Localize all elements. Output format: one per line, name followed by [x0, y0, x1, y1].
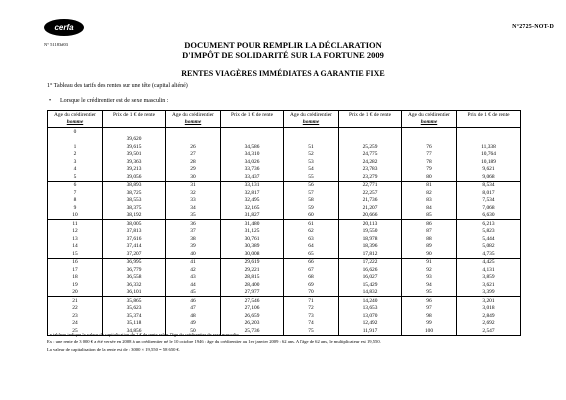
- age-cell: 67: [284, 266, 339, 274]
- age-cell: 61: [284, 220, 339, 228]
- age-cell: 44: [166, 281, 221, 289]
- table-row: [48, 250, 521, 258]
- rate-cell: 35,623: [103, 305, 166, 313]
- rate-cell: 37,813: [103, 228, 166, 236]
- rate-cell: 13,070: [339, 312, 402, 320]
- age-cell: 38: [166, 235, 221, 243]
- rate-cell: 36,995: [103, 258, 166, 266]
- rate-cell: 39,501: [103, 151, 166, 159]
- age-cell: 55: [284, 173, 339, 181]
- age-cell: 85: [402, 212, 457, 220]
- rate-cell: 34,026: [221, 158, 284, 166]
- rate-cell: 7,068: [457, 204, 521, 212]
- document-title: [0, 40, 566, 60]
- age-cell: 4: [48, 166, 103, 174]
- table-row: [48, 305, 521, 313]
- bullet-text: Lorsque le crédirentier est de sexe masculin :: [60, 98, 169, 104]
- age-cell: 41: [166, 258, 221, 266]
- rate-cell: 35,374: [103, 312, 166, 320]
- rate-cell: 39,213: [103, 166, 166, 174]
- rate-cell: 39,620: [103, 136, 166, 144]
- table-row: [48, 312, 521, 320]
- age-cell: 12: [48, 228, 103, 236]
- table-row: [48, 212, 521, 220]
- table-row: [48, 243, 521, 251]
- rate-cell: 27,106: [221, 305, 284, 313]
- rate-cell: 37,616: [103, 235, 166, 243]
- rate-cell: 32,495: [221, 197, 284, 205]
- rate-cell: 39,615: [103, 143, 166, 151]
- age-cell: 60: [284, 212, 339, 220]
- age-cell: 69: [284, 281, 339, 289]
- table-row: [48, 173, 521, 181]
- rate-cell: 9,621: [457, 166, 521, 174]
- rate-cell: 39,363: [103, 158, 166, 166]
- rate-cell: 19,550: [339, 228, 402, 236]
- rate-cell: 18,978: [339, 235, 402, 243]
- age-cell: 81: [402, 181, 457, 189]
- document-subtitle: RENTES VIAGÈRES IMMÉDIATES A GARANTIE FIXE: [181, 69, 385, 78]
- rate-cell: 5,444: [457, 235, 521, 243]
- age-cell: 25: [48, 327, 103, 335]
- rate-cell: 38,893: [103, 181, 166, 189]
- age-cell: 66: [284, 258, 339, 266]
- rate-cell: 30,389: [221, 243, 284, 251]
- age-cell: 77: [402, 151, 457, 159]
- table-row: [48, 151, 521, 159]
- age-cell: 30: [166, 173, 221, 181]
- rate-cell: 23,783: [339, 166, 402, 174]
- rate-cell: 8,534: [457, 181, 521, 189]
- rate-cell: 24,775: [339, 151, 402, 159]
- rate-cell: 33,437: [221, 173, 284, 181]
- age-cell: [166, 136, 221, 144]
- age-cell: 34: [166, 204, 221, 212]
- note-line-2: Ex : une rente de 3 000 € a été versée en 2008 à un crédirentier né le 10 octobre 1946 : âge du crédirentier au 1er janvier 2009 : 62 ans. A l'âge de 62 ans, le multiplicateur est 19,550.: [47, 339, 381, 345]
- rate-cell: 21,736: [339, 197, 402, 205]
- rate-cell: 17,222: [339, 258, 402, 266]
- rate-cell: 4,735: [457, 250, 521, 258]
- age-cell: 64: [284, 243, 339, 251]
- rate-cell: 33,736: [221, 166, 284, 174]
- age-cell: 24: [48, 320, 103, 328]
- col-header-rate: Prix de 1 € de rente: [103, 111, 166, 128]
- rate-cell: 34,586: [221, 143, 284, 151]
- rate-cell: 21,207: [339, 204, 402, 212]
- table-row: [48, 158, 521, 166]
- rate-cell: 39,056: [103, 173, 166, 181]
- age-cell: 87: [402, 228, 457, 236]
- rate-cell: 38,725: [103, 189, 166, 197]
- bullet-icon: •: [49, 98, 52, 104]
- age-cell: 5: [48, 173, 103, 181]
- table-row: [48, 204, 521, 212]
- rate-cell: 4,425: [457, 258, 521, 266]
- table-row: [48, 166, 521, 174]
- rate-cell: 26,203: [221, 320, 284, 328]
- rate-cell: 31,125: [221, 228, 284, 236]
- age-cell: 32: [166, 189, 221, 197]
- table-row: [48, 228, 521, 236]
- title-line-2: D'IMPÔT DE SOLIDARITÉ SUR LA FORTUNE 2009: [182, 50, 384, 60]
- age-cell: 97: [402, 305, 457, 313]
- age-cell: [284, 136, 339, 144]
- age-cell: 23: [48, 312, 103, 320]
- age-cell: 73: [284, 312, 339, 320]
- rate-cell: 28,400: [221, 281, 284, 289]
- table-body: [48, 128, 521, 336]
- age-cell: 98: [402, 312, 457, 320]
- table-row: [48, 274, 521, 282]
- age-cell: [402, 136, 457, 144]
- rate-cell: 3,399: [457, 289, 521, 297]
- age-cell: 70: [284, 289, 339, 297]
- rates-table: [47, 110, 521, 336]
- age-cell: 19: [48, 281, 103, 289]
- rate-cell: 8,017: [457, 189, 521, 197]
- rate-cell: 9,068: [457, 173, 521, 181]
- age-cell: 57: [284, 189, 339, 197]
- table-row: [48, 320, 521, 328]
- age-cell: 58: [284, 197, 339, 205]
- rate-cell: 36,101: [103, 289, 166, 297]
- age-cell: 96: [402, 297, 457, 305]
- age-cell: 26: [166, 143, 221, 151]
- age-cell: 92: [402, 266, 457, 274]
- age-cell: 71: [284, 297, 339, 305]
- rate-cell: 16,027: [339, 274, 402, 282]
- age-cell: 62: [284, 228, 339, 236]
- col-header-age: Age du crédirentier homme: [48, 111, 103, 128]
- rate-cell: 2,849: [457, 312, 521, 320]
- rate-cell: 36,332: [103, 281, 166, 289]
- rate-cell: 25,259: [339, 143, 402, 151]
- age-cell: 48: [166, 312, 221, 320]
- table-row: [48, 258, 521, 266]
- age-cell: 11: [48, 220, 103, 228]
- rate-cell: 38,553: [103, 197, 166, 205]
- age-cell: 31: [166, 181, 221, 189]
- cerfa-logo: [44, 19, 84, 36]
- rate-cell: 36,558: [103, 274, 166, 282]
- age-cell: 1: [48, 143, 103, 151]
- age-cell: 83: [402, 197, 457, 205]
- rate-cell: [221, 128, 284, 136]
- rate-cell: 28,815: [221, 274, 284, 282]
- cerfa-logo-text: cerfa: [54, 22, 74, 32]
- age-cell: 45: [166, 289, 221, 297]
- table-row: [48, 281, 521, 289]
- rate-cell: 35,865: [103, 297, 166, 305]
- rate-cell: 15,429: [339, 281, 402, 289]
- table-row: [48, 197, 521, 205]
- rate-cell: 3,859: [457, 274, 521, 282]
- rate-cell: 2,692: [457, 320, 521, 328]
- rate-cell: 27,546: [221, 297, 284, 305]
- rate-cell: 34,856: [103, 327, 166, 335]
- rate-cell: 14,240: [339, 297, 402, 305]
- rate-cell: 14,832: [339, 289, 402, 297]
- table-row: [48, 136, 521, 144]
- rate-cell: [457, 128, 521, 136]
- age-cell: 89: [402, 243, 457, 251]
- rate-cell: 3,621: [457, 281, 521, 289]
- age-cell: 8: [48, 197, 103, 205]
- rate-cell: 2,547: [457, 327, 521, 335]
- rate-cell: 12,492: [339, 320, 402, 328]
- age-cell: 39: [166, 243, 221, 251]
- age-cell: 63: [284, 235, 339, 243]
- table-row: [48, 128, 521, 136]
- age-cell: 82: [402, 189, 457, 197]
- age-cell: 46: [166, 297, 221, 305]
- age-cell: 20: [48, 289, 103, 297]
- col-header-rate: Prix de 1 € de rente: [221, 111, 284, 128]
- rate-cell: 32,165: [221, 204, 284, 212]
- rate-cell: 20,113: [339, 220, 402, 228]
- title-line-1: DOCUMENT POUR REMPLIR LA DÉCLARATION: [184, 40, 382, 50]
- age-cell: 2: [48, 151, 103, 159]
- age-cell: 78: [402, 158, 457, 166]
- table-header-row: [48, 111, 521, 128]
- rate-cell: 32,817: [221, 189, 284, 197]
- rate-cell: 22,257: [339, 189, 402, 197]
- rate-cell: 7,534: [457, 197, 521, 205]
- age-cell: [284, 128, 339, 136]
- rate-cell: 38,005: [103, 220, 166, 228]
- table-row: [48, 289, 521, 297]
- table-row: [48, 181, 521, 189]
- rate-cell: 20,666: [339, 212, 402, 220]
- age-cell: 90: [402, 250, 457, 258]
- age-cell: [166, 128, 221, 136]
- note-line-1: Le tableau indique la valeur de capitalisation de 1 € de rente selon l'âge du crédirentier de sexe masculin.: [47, 332, 240, 337]
- rate-cell: 6,630: [457, 212, 521, 220]
- rate-cell: 30,761: [221, 235, 284, 243]
- col-header-age: Age du crédirentier homme: [284, 111, 339, 128]
- age-cell: 6: [48, 181, 103, 189]
- col-header-rate: Prix de 1 € de rente: [339, 111, 402, 128]
- note-line-3: La valeur de capitalisation de la rente est de : 3000 × 19,550 = 58 650 €.: [47, 346, 181, 352]
- rate-cell: 10,764: [457, 151, 521, 159]
- age-cell: [402, 128, 457, 136]
- table-row: [48, 235, 521, 243]
- rate-cell: 17,812: [339, 250, 402, 258]
- rate-cell: 38,375: [103, 204, 166, 212]
- rate-cell: [457, 136, 521, 144]
- age-cell: 72: [284, 305, 339, 313]
- age-cell: 35: [166, 212, 221, 220]
- rate-cell: 30,008: [221, 250, 284, 258]
- rate-cell: 29,221: [221, 266, 284, 274]
- age-cell: 7: [48, 189, 103, 197]
- rate-cell: 38,192: [103, 212, 166, 220]
- rate-cell: 5,823: [457, 228, 521, 236]
- rate-cell: [339, 136, 402, 144]
- table-row: [48, 143, 521, 151]
- rate-cell: 16,626: [339, 266, 402, 274]
- section-title: 1° Tableau des tarifs des rentes sur une tête (capital aliéné): [47, 83, 188, 89]
- rate-cell: 25,736: [221, 327, 284, 335]
- age-cell: 37: [166, 228, 221, 236]
- col-header-rate: Prix de 1 € de rente: [457, 111, 521, 128]
- age-cell: 0: [48, 128, 103, 136]
- age-cell: 86: [402, 220, 457, 228]
- age-cell: 17: [48, 266, 103, 274]
- rate-cell: 3,018: [457, 305, 521, 313]
- age-cell: 28: [166, 158, 221, 166]
- table-row: [48, 220, 521, 228]
- age-cell: 14: [48, 243, 103, 251]
- notes: [47, 331, 547, 353]
- rate-cell: 26,659: [221, 312, 284, 320]
- rate-cell: [103, 128, 166, 136]
- table-row: [48, 266, 521, 274]
- age-cell: 13: [48, 235, 103, 243]
- age-cell: 36: [166, 220, 221, 228]
- cerfa-number: N° 51183#03: [44, 42, 69, 47]
- rate-cell: [221, 136, 284, 144]
- rate-cell: 31,827: [221, 212, 284, 220]
- rate-cell: 3,201: [457, 297, 521, 305]
- age-cell: 33: [166, 197, 221, 205]
- age-cell: 93: [402, 274, 457, 282]
- rate-cell: 22,771: [339, 181, 402, 189]
- table-row: [48, 189, 521, 197]
- age-cell: 56: [284, 181, 339, 189]
- age-cell: 10: [48, 212, 103, 220]
- age-cell: 68: [284, 274, 339, 282]
- age-cell: [48, 136, 103, 144]
- form-number: N°2725-NOT-D: [512, 24, 554, 30]
- rate-cell: 11,338: [457, 143, 521, 151]
- age-cell: 9: [48, 204, 103, 212]
- rate-cell: 34,310: [221, 151, 284, 159]
- age-cell: 84: [402, 204, 457, 212]
- age-cell: 95: [402, 289, 457, 297]
- rate-cell: 37,414: [103, 243, 166, 251]
- age-cell: 3: [48, 158, 103, 166]
- rate-cell: 36,779: [103, 266, 166, 274]
- age-cell: 47: [166, 305, 221, 313]
- age-cell: 65: [284, 250, 339, 258]
- age-cell: 18: [48, 274, 103, 282]
- col-header-age: Age du crédirentier homme: [166, 111, 221, 128]
- age-cell: 59: [284, 204, 339, 212]
- rate-cell: 31,480: [221, 220, 284, 228]
- rate-cell: 11,917: [339, 327, 402, 335]
- age-cell: 54: [284, 166, 339, 174]
- age-cell: 16: [48, 258, 103, 266]
- age-cell: 43: [166, 274, 221, 282]
- age-cell: 74: [284, 320, 339, 328]
- age-cell: 88: [402, 235, 457, 243]
- age-cell: 75: [284, 327, 339, 335]
- age-cell: 76: [402, 143, 457, 151]
- rate-cell: 33,131: [221, 181, 284, 189]
- age-cell: 100: [402, 327, 457, 335]
- age-cell: 99: [402, 320, 457, 328]
- table-row: [48, 297, 521, 305]
- rate-cell: 13,653: [339, 305, 402, 313]
- rate-cell: 37,207: [103, 250, 166, 258]
- age-cell: 21: [48, 297, 103, 305]
- age-cell: 94: [402, 281, 457, 289]
- age-cell: 51: [284, 143, 339, 151]
- rate-cell: 35,118: [103, 320, 166, 328]
- age-cell: 29: [166, 166, 221, 174]
- age-cell: 50: [166, 327, 221, 335]
- rate-cell: 10,189: [457, 158, 521, 166]
- bullet-line: [49, 98, 168, 104]
- age-cell: 22: [48, 305, 103, 313]
- rate-cell: 23,279: [339, 173, 402, 181]
- col-header-age: Age du crédirentier homme: [402, 111, 457, 128]
- rate-cell: 4,131: [457, 266, 521, 274]
- age-cell: 49: [166, 320, 221, 328]
- rate-cell: 6,213: [457, 220, 521, 228]
- age-cell: 91: [402, 258, 457, 266]
- rate-cell: 24,282: [339, 158, 402, 166]
- age-cell: 79: [402, 166, 457, 174]
- age-cell: 52: [284, 151, 339, 159]
- rate-cell: [339, 128, 402, 136]
- age-cell: 42: [166, 266, 221, 274]
- age-cell: 40: [166, 250, 221, 258]
- rate-cell: 27,977: [221, 289, 284, 297]
- age-cell: 53: [284, 158, 339, 166]
- rate-cell: 18,396: [339, 243, 402, 251]
- age-cell: 27: [166, 151, 221, 159]
- age-cell: 15: [48, 250, 103, 258]
- age-cell: 80: [402, 173, 457, 181]
- rate-cell: 5,082: [457, 243, 521, 251]
- rate-cell: 29,619: [221, 258, 284, 266]
